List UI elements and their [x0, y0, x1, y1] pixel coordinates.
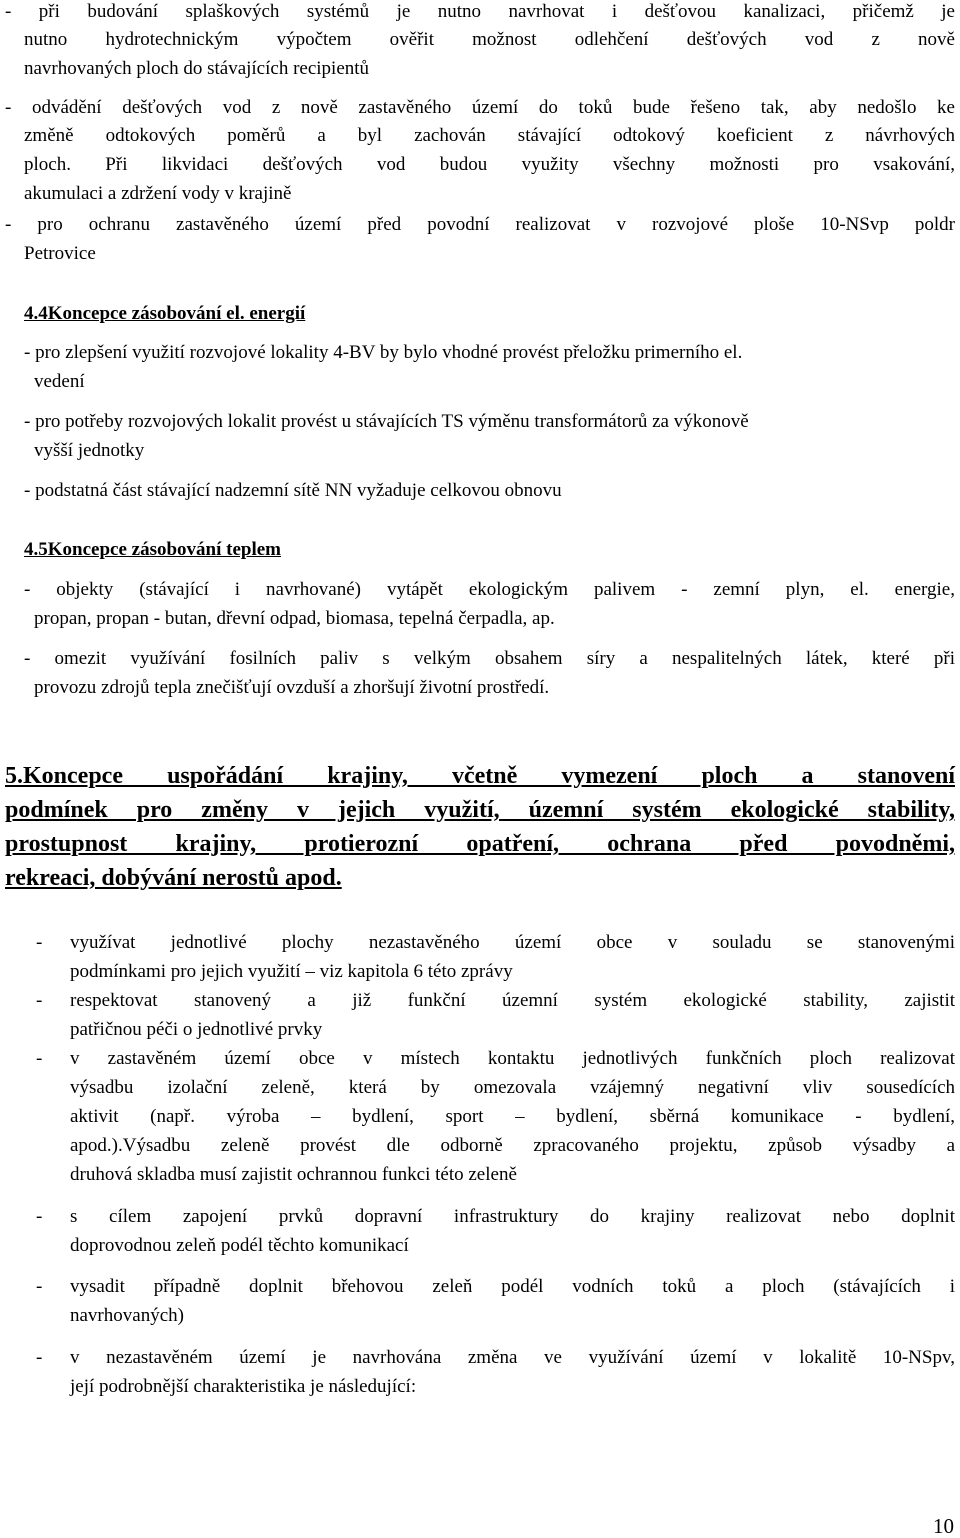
list-item-line: respektovat stanovený a již funkční územní systém ekologické stability, zajistit — [70, 990, 955, 1011]
list-dash: - — [36, 1048, 43, 1069]
list-item-line: s cílem zapojení prvků dopravní infrastruktury do krajiny realizovat nebo doplnit — [70, 1206, 955, 1227]
list-item-line: doprovodnou zeleň podél těchto komunikací — [70, 1235, 409, 1256]
heading-line: rekreaci, dobývání nerostů apod. — [5, 865, 342, 891]
section-heading-4-4: 4.4Koncepce zásobování el. energií — [24, 303, 306, 324]
text-line: akumulaci a zdržení vody v krajině — [24, 183, 292, 204]
list-item-line: výsadbu izolační zeleně, která by omezovala vzájemný negativní vliv sousedících — [70, 1077, 955, 1098]
heading-line: prostupnost krajiny, protierozní opatření, ochrana před povodněmi, — [5, 831, 955, 857]
list-item — [70, 986, 955, 1044]
text-line: vedení — [34, 371, 85, 392]
text-line: - pro zlepšení využití rozvojové lokality 4-BV by bylo vhodné provést přeložku primerního el. — [24, 342, 743, 363]
list-dash: - — [36, 1276, 43, 1297]
list-item-line: její podrobnější charakteristika je následující: — [70, 1376, 417, 1397]
text-line: změně odtokových poměrů a byl zachován stávající odtokový koeficient z návrhových — [24, 125, 955, 146]
text-line: navrhovaných ploch do stávajících recipientů — [24, 58, 370, 79]
list-dash: - — [36, 932, 43, 953]
list-item-line: vysadit případně doplnit břehovou zeleň podél vodních toků a ploch (stávajících i — [70, 1276, 955, 1297]
list-item-line: apod.).Výsadbu zeleně provést dle odborně zpracovaného projektu, způsob výsadby a — [70, 1135, 955, 1156]
text-line: - odvádění dešťových vod z nově zastavěného území do toků bude řešeno tak, aby nedošlo ke — [5, 97, 955, 118]
list-item-line: podmínkami pro jejich využití – viz kapitola 6 této zprávy — [70, 961, 513, 982]
text-line: - pro potřeby rozvojových lokalit provést u stávajících TS výměnu transformátorů za výkonově — [24, 411, 749, 432]
list-item — [70, 1272, 955, 1330]
list-item-line: v nezastavěném území je navrhována změna ve využívání území v lokalitě 10-NSpv, — [70, 1347, 955, 1368]
list-item-line: patřičnou péči o jednotlivé prvky — [70, 1019, 323, 1040]
page-number: 10 — [933, 1514, 954, 1538]
text-line: ploch. Při likvidaci dešťových vod budou využity všechny možnosti pro vsakování, — [24, 154, 955, 175]
list-dash: - — [36, 1347, 43, 1368]
list-item-line: využívat jednotlivé plochy nezastavěného území obce v souladu se stanovenými — [70, 932, 955, 953]
list-item — [70, 1044, 955, 1189]
text-line: Petrovice — [24, 243, 96, 264]
text-line: - objekty (stávající i navrhované) vytápět ekologickým palivem - zemní plyn, el. energie, — [24, 579, 955, 600]
text-line: nutno hydrotechnickým výpočtem ověřit možnost odlehčení dešťových vod z nově — [24, 29, 955, 50]
text-line: propan, propan - butan, dřevní odpad, biomasa, tepelná čerpadla, ap. — [34, 608, 555, 629]
text-line: - podstatná část stávající nadzemní sítě NN vyžaduje celkovou obnovu — [24, 480, 562, 501]
list-item-line: druhová skladba musí zajistit ochrannou funkci této zeleně — [70, 1164, 517, 1185]
list-dash: - — [36, 990, 43, 1011]
heading-line: podmínek pro změny v jejich využití, územní systém ekologické stability, — [5, 797, 955, 823]
section-heading-4-5: 4.5Koncepce zásobování teplem — [24, 539, 282, 560]
list-item-line: navrhovaných) — [70, 1305, 184, 1326]
text-line: vyšší jednotky — [34, 440, 145, 461]
list-item — [70, 1343, 955, 1401]
text-line: - při budování splaškových systémů je nutno navrhovat i dešťovou kanalizaci, přičemž je — [5, 1, 955, 22]
text-line: - omezit využívání fosilních paliv s velkým obsahem síry a nespalitelných látek, které při — [24, 648, 955, 669]
list-item-line: v zastavěném území obce v místech kontaktu jednotlivých funkčních ploch realizovat — [70, 1048, 955, 1069]
list-item-line: aktivit (např. výroba – bydlení, sport – bydlení, sběrná komunikace - bydlení, — [70, 1106, 955, 1127]
list-item — [70, 1202, 955, 1260]
list-item — [70, 928, 955, 986]
list-dash: - — [36, 1206, 43, 1227]
heading-line: 5.Koncepce uspořádání krajiny, včetně vymezení ploch a stanovení — [5, 763, 955, 789]
section-heading-5 — [5, 759, 955, 895]
text-line: - pro ochranu zastavěného území před povodní realizovat v rozvojové ploše 10-NSvp poldr — [5, 214, 955, 235]
text-line: provozu zdrojů tepla znečišťují ovzduší a zhoršují životní prostředí. — [34, 677, 550, 698]
